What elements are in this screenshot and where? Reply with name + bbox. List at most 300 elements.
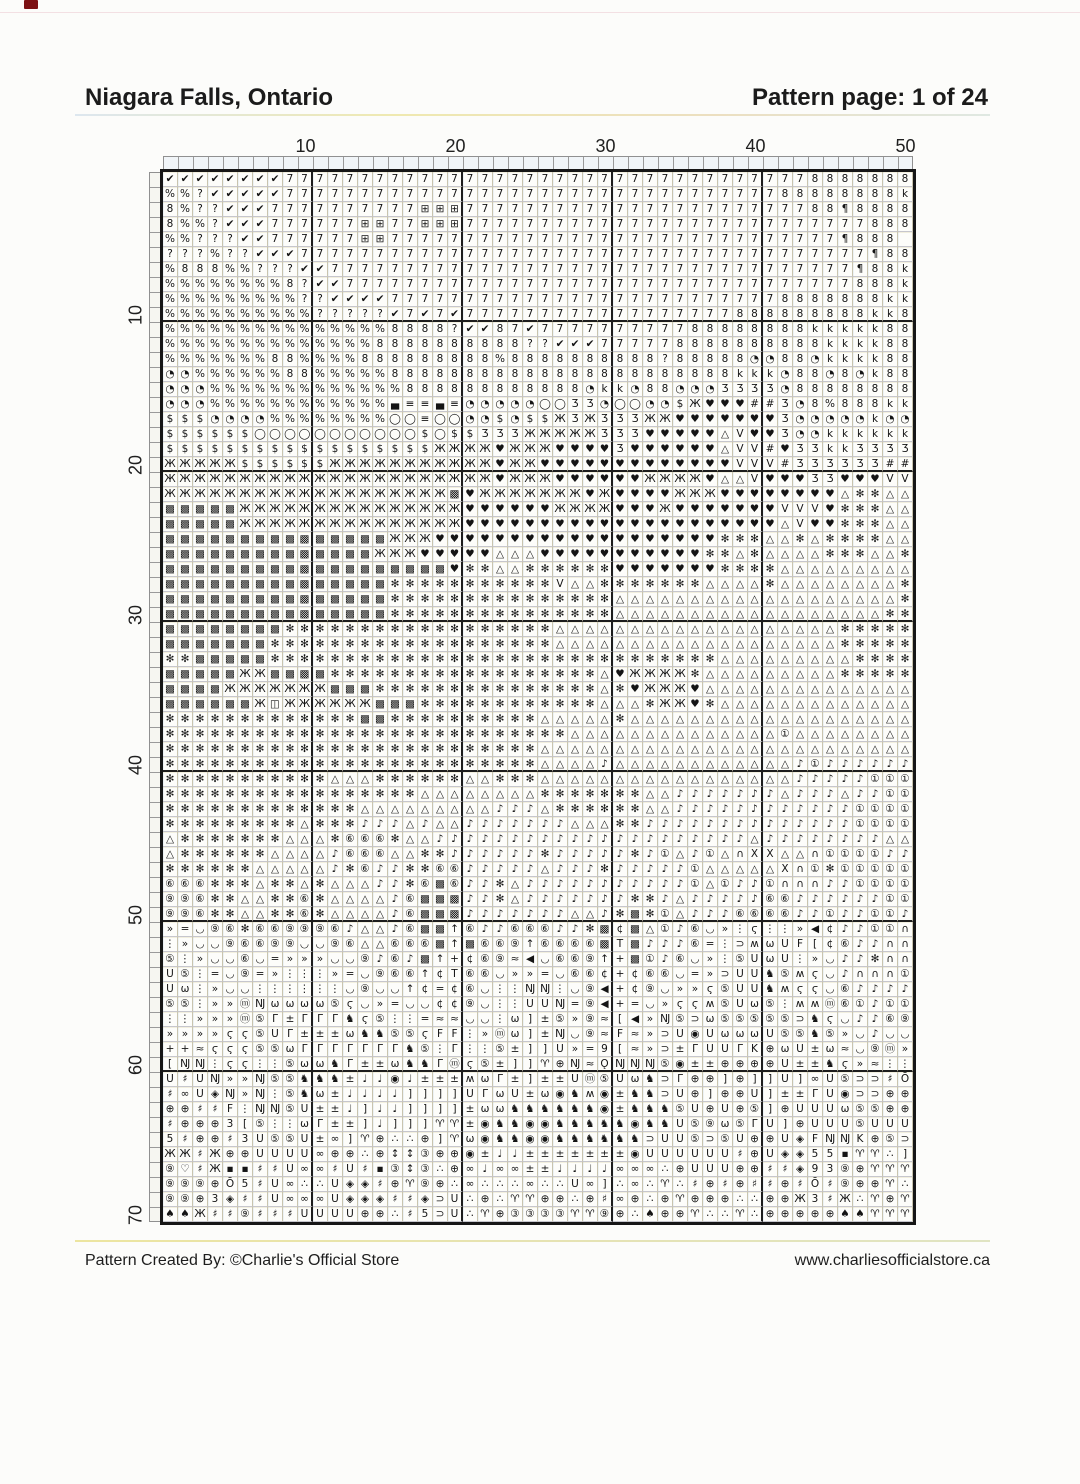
grid-cell: △ <box>898 727 913 742</box>
grid-cell: ± <box>598 1147 613 1162</box>
grid-cell: ✻ <box>253 742 268 757</box>
grid-cell: » <box>313 952 328 967</box>
grid-cell: △ <box>703 667 718 682</box>
grid-cell: ω <box>778 1042 793 1057</box>
grid-cell: ◯ <box>538 397 553 412</box>
grid-cell: 7 <box>553 292 568 307</box>
grid-cell: ⋮ <box>493 997 508 1012</box>
header-rule <box>75 114 990 116</box>
grid-cell: ▩ <box>253 637 268 652</box>
grid-cell: 7 <box>823 277 838 292</box>
grid-cell: ♥ <box>658 517 673 532</box>
grid-cell: Ж <box>508 487 523 502</box>
grid-cell: Ж <box>538 472 553 487</box>
grid-cell: 7 <box>838 262 853 277</box>
grid-cell: ♥ <box>583 532 598 547</box>
grid-cell: △ <box>733 667 748 682</box>
grid-cell: = <box>253 967 268 982</box>
grid-cell: ω <box>463 1132 478 1147</box>
grid-cell: % <box>268 337 283 352</box>
grid-cell: ♈ <box>883 1177 898 1192</box>
grid-cell: ⑨ <box>163 892 178 907</box>
grid-cell: 8 <box>688 352 703 367</box>
grid-cell: ◡ <box>658 982 673 997</box>
grid-cell: ♞ <box>568 1132 583 1147</box>
grid-cell: ♪ <box>553 832 568 847</box>
grid-cell: ▩ <box>433 907 448 922</box>
grid-cell: △ <box>793 847 808 862</box>
grid-cell: ♞ <box>643 1087 658 1102</box>
grid-cell: ♈ <box>868 1192 883 1207</box>
grid-cell: ▩ <box>253 577 268 592</box>
grid-cell: ♪ <box>493 802 508 817</box>
grid-cell: Ж <box>448 502 463 517</box>
grid-cell: ✻ <box>238 877 253 892</box>
grid-cell: ✻ <box>523 592 538 607</box>
grid-cell: ✻ <box>253 802 268 817</box>
grid-cell: ◯ <box>433 412 448 427</box>
grid-cell: 7 <box>538 202 553 217</box>
grid-cell: ♪ <box>478 877 493 892</box>
grid-cell: △ <box>823 682 838 697</box>
grid-cell: ✻ <box>343 712 358 727</box>
grid-cell: ◈ <box>343 1177 358 1192</box>
grid-cell: △ <box>898 532 913 547</box>
grid-cell: ▩ <box>238 637 253 652</box>
grid-cell: △ <box>778 682 793 697</box>
grid-cell: V <box>808 502 823 517</box>
grid-cell: ♥ <box>598 532 613 547</box>
grid-cell: Ж <box>358 517 373 532</box>
grid-cell: ≡ <box>418 412 433 427</box>
grid-cell: k <box>898 277 913 292</box>
grid-cell: $ <box>283 457 298 472</box>
grid-cell: » <box>283 952 298 967</box>
grid-cell: Ʒ <box>568 397 583 412</box>
grid-cell: k <box>853 337 868 352</box>
grid-cell: Ʒ <box>838 457 853 472</box>
grid-cell: ♞ <box>808 1027 823 1042</box>
grid-cell: ¢ <box>823 922 838 937</box>
grid-cell: Ж <box>463 442 478 457</box>
grid-cell: ♥ <box>703 532 718 547</box>
grid-cell: ⊕ <box>433 1177 448 1192</box>
grid-cell: ♪ <box>763 817 778 832</box>
grid-cell: ✻ <box>238 727 253 742</box>
grid-cell: △ <box>733 697 748 712</box>
grid-cell: ▪ <box>223 1162 238 1177</box>
grid-cell: △ <box>658 592 673 607</box>
grid-cell: ⊕ <box>748 1162 763 1177</box>
grid-cell: ⑥ <box>418 877 433 892</box>
grid-cell: △ <box>868 547 883 562</box>
grid-cell: 7 <box>478 292 493 307</box>
grid-cell: ♪ <box>733 817 748 832</box>
grid-cell: 7 <box>658 217 673 232</box>
grid-cell: Ж <box>523 472 538 487</box>
grid-cell: △ <box>553 757 568 772</box>
grid-cell: △ <box>748 697 763 712</box>
grid-cell: Ж <box>253 667 268 682</box>
grid-cell: ♪ <box>418 817 433 832</box>
grid-cell: 8 <box>883 382 898 397</box>
grid-cell: Ʒ <box>598 427 613 442</box>
grid-cell: Ж <box>643 472 658 487</box>
grid-cell: ✻ <box>193 772 208 787</box>
grid-cell: ♪ <box>328 847 343 862</box>
grid-cell: ⊃ <box>853 1072 868 1087</box>
grid-cell: 7 <box>493 202 508 217</box>
grid-cell: 8 <box>523 367 538 382</box>
grid-cell: ⑤ <box>748 1102 763 1117</box>
grid-cell: 8 <box>898 217 913 232</box>
grid-cell: U <box>823 1072 838 1087</box>
grid-cell: ⊕ <box>778 1192 793 1207</box>
grid-cell: ✻ <box>538 562 553 577</box>
grid-cell: ① <box>763 877 778 892</box>
grid-cell: ⊕ <box>808 1207 823 1222</box>
grid-cell: ʍ <box>463 1072 478 1087</box>
grid-cell: 7 <box>643 322 658 337</box>
grid-cell: ① <box>868 922 883 937</box>
grid-cell: 8 <box>553 352 568 367</box>
grid-cell: ✻ <box>238 772 253 787</box>
grid-cell: △ <box>253 862 268 877</box>
grid-cell: ω <box>703 1012 718 1027</box>
grid-cell: ✔ <box>253 202 268 217</box>
grid-cell: % <box>193 322 208 337</box>
grid-cell: △ <box>793 727 808 742</box>
grid-cell: ✻ <box>223 772 238 787</box>
grid-cell: ▩ <box>163 532 178 547</box>
grid-cell: ⑥ <box>343 847 358 862</box>
grid-cell: ϛ <box>703 982 718 997</box>
grid-cell: ♪ <box>583 862 598 877</box>
grid-cell: ∞ <box>523 1177 538 1192</box>
grid-cell: 7 <box>733 172 748 187</box>
grid-cell: ∞ <box>628 1177 643 1192</box>
grid-cell: » <box>193 1027 208 1042</box>
grid-cell: ⊕ <box>763 1207 778 1222</box>
grid-cell: ✻ <box>253 727 268 742</box>
grid-cell: ▩ <box>388 697 403 712</box>
grid-cell: % <box>238 337 253 352</box>
grid-cell: 7 <box>643 172 658 187</box>
grid-cell: 7 <box>418 262 433 277</box>
grid-cell: ▩ <box>298 667 313 682</box>
grid-cell: k <box>898 292 913 307</box>
grid-cell: U <box>328 1207 343 1222</box>
grid-cell: % <box>358 412 373 427</box>
grid-cell: ▩ <box>373 562 388 577</box>
grid-cell: ∩ <box>778 877 793 892</box>
grid-cell: ] <box>703 1087 718 1102</box>
grid-cell: △ <box>883 487 898 502</box>
grid-cell: % <box>178 337 193 352</box>
grid-cell: ♪ <box>643 937 658 952</box>
grid-cell: ✻ <box>253 832 268 847</box>
grid-cell: ✻ <box>478 577 493 592</box>
grid-cell: ▩ <box>163 697 178 712</box>
grid-cell: ◡ <box>388 982 403 997</box>
grid-cell: ω <box>763 937 778 952</box>
grid-cell: ◀ <box>523 952 538 967</box>
grid-cell: 8 <box>838 292 853 307</box>
grid-cell: 5 <box>418 1207 433 1222</box>
grid-cell: ▩ <box>238 622 253 637</box>
grid-cell: ♪ <box>673 937 688 952</box>
grid-cell: ✻ <box>568 607 583 622</box>
grid-cell: △ <box>253 907 268 922</box>
grid-cell: △ <box>448 817 463 832</box>
grid-cell: Ж <box>403 502 418 517</box>
grid-cell: ▩ <box>193 577 208 592</box>
grid-cell: △ <box>358 937 373 952</box>
grid-cell: ϛ <box>673 997 688 1012</box>
grid-cell: Ж <box>418 487 433 502</box>
grid-cell: ✔ <box>388 307 403 322</box>
grid-cell: ✻ <box>268 787 283 802</box>
grid-cell: ∩ <box>898 952 913 967</box>
grid-cell: $ <box>208 427 223 442</box>
grid-cell: ♪ <box>658 832 673 847</box>
grid-cell: △ <box>883 517 898 532</box>
grid-cell: ✻ <box>208 832 223 847</box>
grid-cell: △ <box>778 712 793 727</box>
grid-cell: » <box>208 997 223 1012</box>
grid-cell: Ж <box>553 487 568 502</box>
grid-cell: Ж <box>538 487 553 502</box>
grid-cell: $ <box>268 457 283 472</box>
grid-cell: 8 <box>523 382 538 397</box>
grid-cell: ± <box>553 1147 568 1162</box>
grid-cell: ♪ <box>808 832 823 847</box>
grid-cell: ∞ <box>313 1162 328 1177</box>
grid-cell: ⑥ <box>538 922 553 937</box>
grid-cell: ♪ <box>523 862 538 877</box>
grid-cell: ⊕ <box>178 1117 193 1132</box>
grid-cell: ♥ <box>613 517 628 532</box>
grid-cell: Ж <box>838 1192 853 1207</box>
grid-cell: U <box>268 1027 283 1042</box>
grid-cell: ⑨ <box>238 967 253 982</box>
grid-cell: 8 <box>373 352 388 367</box>
grid-cell: ✔ <box>238 217 253 232</box>
grid-cell: $ <box>403 442 418 457</box>
grid-cell: ✻ <box>478 742 493 757</box>
grid-cell: 7 <box>643 337 658 352</box>
grid-cell: ♪ <box>628 862 643 877</box>
grid-cell: % <box>283 337 298 352</box>
grid-cell: ✻ <box>628 802 643 817</box>
grid-cell: ♪ <box>823 757 838 772</box>
grid-cell: 7 <box>718 202 733 217</box>
grid-cell: ✻ <box>658 652 673 667</box>
grid-cell: ♈ <box>508 1192 523 1207</box>
grid-cell: ∞ <box>463 1177 478 1192</box>
grid-cell: ⊕ <box>868 1177 883 1192</box>
grid-cell: ϛ <box>748 922 763 937</box>
grid-cell: ✻ <box>163 712 178 727</box>
grid-cell: % <box>283 322 298 337</box>
grid-cell: △ <box>748 832 763 847</box>
grid-cell: ⋮ <box>253 1057 268 1072</box>
grid-cell: ⑥ <box>778 907 793 922</box>
grid-cell: 7 <box>463 262 478 277</box>
grid-cell: ♪ <box>493 907 508 922</box>
grid-cell: 7 <box>673 277 688 292</box>
grid-cell: Ж <box>163 1147 178 1162</box>
grid-cell: ♞ <box>613 1117 628 1132</box>
grid-cell: ◡ <box>823 952 838 967</box>
grid-cell: △ <box>598 682 613 697</box>
grid-cell: ✻ <box>328 757 343 772</box>
grid-cell: △ <box>358 892 373 907</box>
grid-cell: ✻ <box>853 547 868 562</box>
grid-cell: ✔ <box>283 247 298 262</box>
grid-cell: ▩ <box>238 697 253 712</box>
grid-cell: ✻ <box>448 772 463 787</box>
grid-cell: △ <box>643 607 658 622</box>
grid-cell: ⑤ <box>283 1102 298 1117</box>
grid-cell: 8 <box>298 367 313 382</box>
grid-cell: ◡ <box>853 1027 868 1042</box>
grid-cell: △ <box>703 637 718 652</box>
grid-cell: ♪ <box>523 847 538 862</box>
grid-cell: $ <box>283 442 298 457</box>
grid-cell: ⑤ <box>883 1132 898 1147</box>
grid-cell: ♯ <box>253 1162 268 1177</box>
grid-cell: ▩ <box>313 532 328 547</box>
grid-cell: ♪ <box>838 802 853 817</box>
grid-cell: $ <box>178 442 193 457</box>
grid-cell: ✻ <box>358 727 373 742</box>
grid-cell: ▩ <box>298 547 313 562</box>
grid-cell: ▩ <box>223 517 238 532</box>
grid-cell: ✻ <box>388 667 403 682</box>
grid-cell: 7 <box>388 292 403 307</box>
grid-cell: U <box>673 1147 688 1162</box>
grid-cell: 8 <box>763 337 778 352</box>
grid-cell: ▩ <box>298 592 313 607</box>
grid-cell: ♥ <box>658 442 673 457</box>
grid-cell: ⑤ <box>283 1087 298 1102</box>
grid-cell: ♥ <box>493 532 508 547</box>
grid-cell: ▩ <box>313 607 328 622</box>
grid-cell: △ <box>313 862 328 877</box>
grid-cell: ✻ <box>493 652 508 667</box>
grid-cell: ✔ <box>463 322 478 337</box>
grid-cell: ¶ <box>868 247 883 262</box>
grid-cell: 7 <box>808 217 823 232</box>
grid-cell: ⑤ <box>283 1132 298 1147</box>
grid-cell: ♥ <box>688 562 703 577</box>
grid-cell: ⓜ <box>583 1072 598 1087</box>
grid-cell: △ <box>673 727 688 742</box>
grid-cell: ✻ <box>298 772 313 787</box>
grid-cell: △ <box>838 487 853 502</box>
grid-cell: ♥ <box>568 532 583 547</box>
grid-cell: + <box>178 1042 193 1057</box>
grid-cell: ✻ <box>388 832 403 847</box>
grid-cell: ⊕ <box>373 1207 388 1222</box>
grid-cell: ≈ <box>598 1027 613 1042</box>
grid-cell: ϛ <box>418 1027 433 1042</box>
grid-cell: ♞ <box>808 1012 823 1027</box>
grid-cell: $ <box>388 442 403 457</box>
grid-cell: △ <box>823 562 838 577</box>
grid-cell: ✻ <box>568 652 583 667</box>
grid-cell: ∩ <box>883 967 898 982</box>
grid-cell: ♪ <box>868 1027 883 1042</box>
grid-cell: ⊕ <box>538 1192 553 1207</box>
grid-cell: ✻ <box>538 622 553 637</box>
grid-cell: 8 <box>898 307 913 322</box>
grid-cell: % <box>178 187 193 202</box>
grid-cell: ⊕ <box>703 1102 718 1117</box>
grid-cell: ? <box>163 247 178 262</box>
grid-cell: Ж <box>268 502 283 517</box>
grid-cell: △ <box>808 697 823 712</box>
grid-cell: ⑨ <box>463 997 478 1012</box>
grid-cell: △ <box>268 862 283 877</box>
grid-cell: △ <box>778 622 793 637</box>
grid-cell: ✻ <box>463 712 478 727</box>
grid-cell: ✻ <box>313 757 328 772</box>
grid-cell: ∞ <box>298 1162 313 1177</box>
row-axis-label: 10 <box>125 304 146 325</box>
grid-cell: » <box>163 1027 178 1042</box>
grid-cell: ✻ <box>448 577 463 592</box>
grid-cell: 7 <box>493 247 508 262</box>
grid-cell: △ <box>508 562 523 577</box>
grid-cell: ✻ <box>268 772 283 787</box>
grid-cell: ⑥ <box>838 982 853 997</box>
grid-cell: ⑨ <box>283 937 298 952</box>
grid-cell: U <box>703 1027 718 1042</box>
grid-cell: △ <box>718 637 733 652</box>
grid-cell: T <box>448 967 463 982</box>
grid-cell: ♪ <box>688 817 703 832</box>
grid-cell: Ж <box>478 487 493 502</box>
grid-cell: Ж <box>328 457 343 472</box>
grid-cell: Ʒ <box>733 382 748 397</box>
grid-cell: Ж <box>493 487 508 502</box>
grid-cell: ♪ <box>883 757 898 772</box>
grid-cell: ⑥ <box>253 922 268 937</box>
grid-cell: ✻ <box>418 772 433 787</box>
grid-cell: ⑥ <box>448 862 463 877</box>
grid-cell: % <box>193 307 208 322</box>
grid-cell: 7 <box>493 262 508 277</box>
grid-cell: ⊕ <box>478 1192 493 1207</box>
grid-cell: ¢ <box>628 967 643 982</box>
grid-cell: ▩ <box>208 532 223 547</box>
grid-cell: △ <box>448 802 463 817</box>
grid-cell: U <box>778 1132 793 1147</box>
grid-cell: ⑥ <box>523 922 538 937</box>
grid-cell: ⊕ <box>328 1147 343 1162</box>
grid-cell: ♥ <box>463 517 478 532</box>
grid-cell: ⑥ <box>568 967 583 982</box>
grid-cell: = <box>418 1012 433 1027</box>
grid-cell: △ <box>418 787 433 802</box>
grid-cell: 7 <box>328 217 343 232</box>
grid-cell: Γ <box>268 1012 283 1027</box>
grid-cell: ◡ <box>193 937 208 952</box>
grid-cell: ✻ <box>253 772 268 787</box>
grid-cell: ♪ <box>883 847 898 862</box>
